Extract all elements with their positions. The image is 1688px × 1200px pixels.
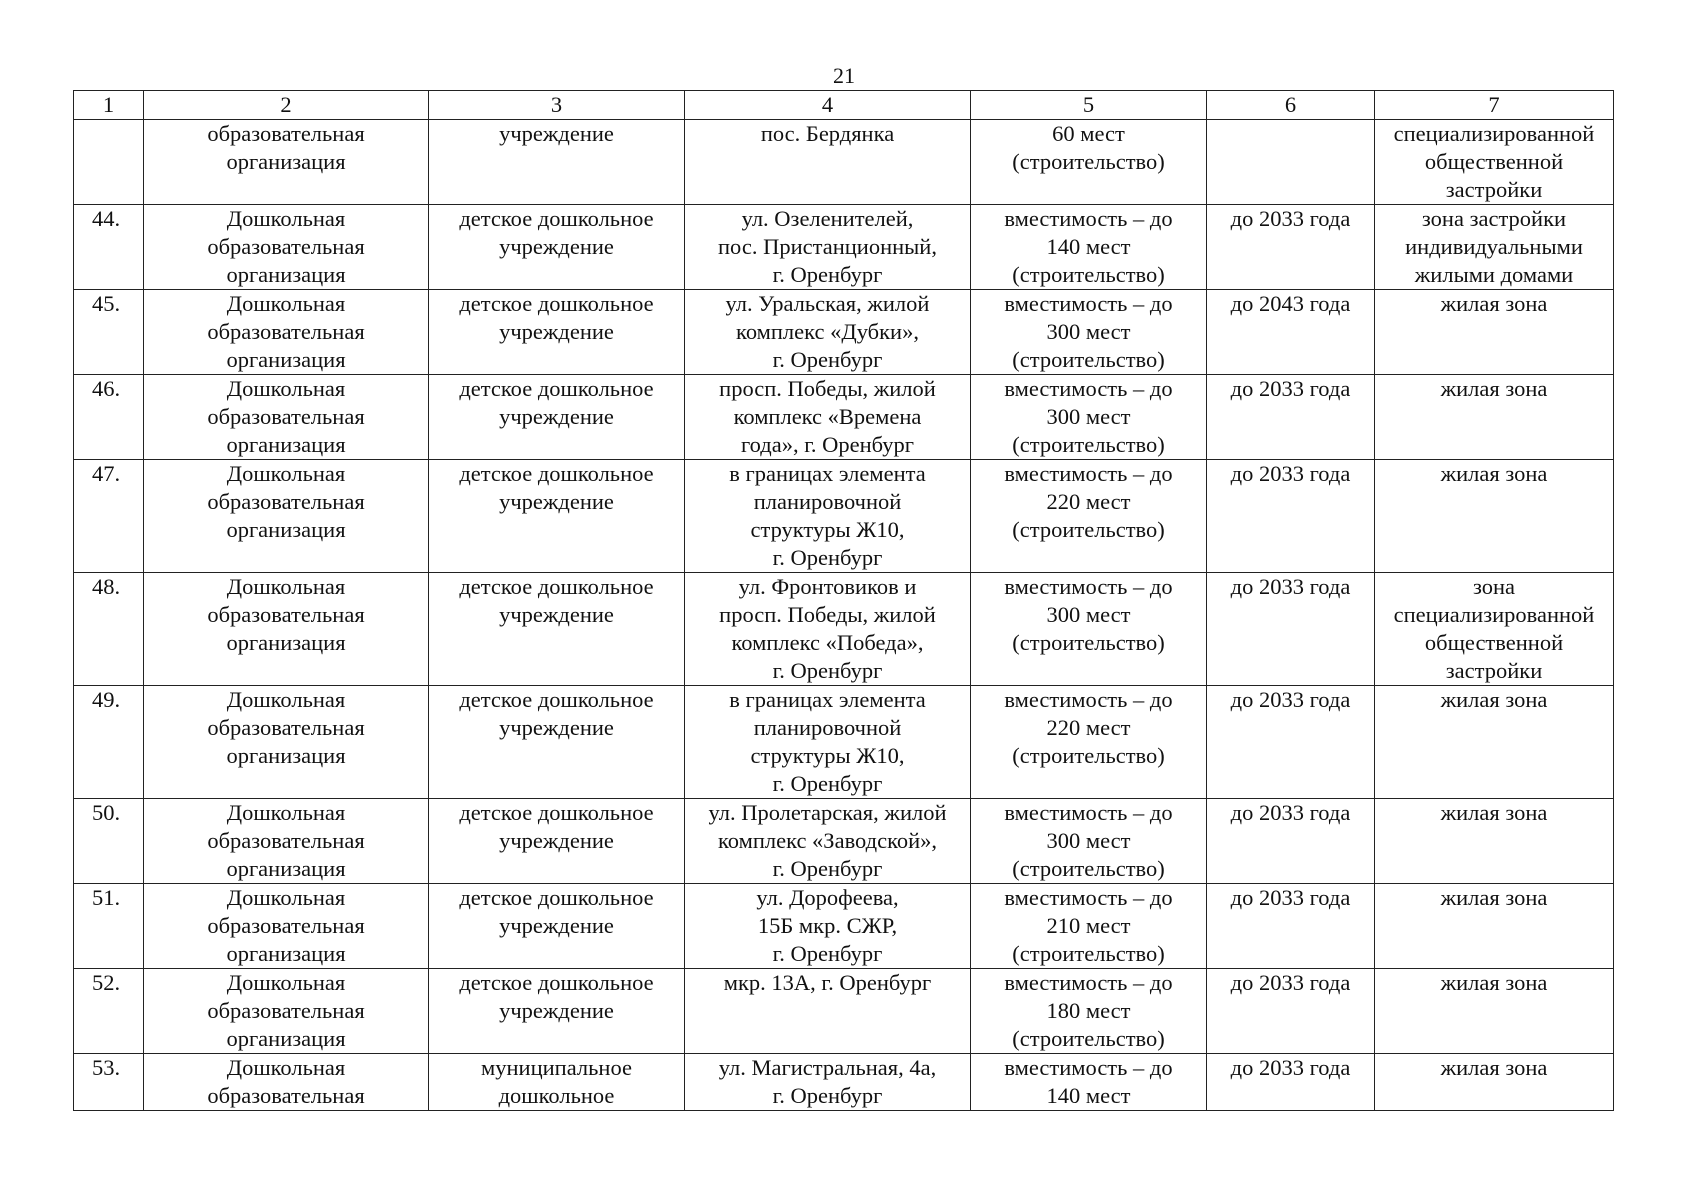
column-number: 1 — [74, 91, 144, 120]
object-type: Дошкольная образовательная организация — [144, 686, 429, 799]
object-term: до 2033 года — [1207, 573, 1375, 686]
row-number — [74, 120, 144, 205]
object-kind: учреждение — [429, 120, 685, 205]
row-number: 49. — [74, 686, 144, 799]
object-kind: детское дошкольное учреждение — [429, 573, 685, 686]
object-type: Дошкольная образовательная организация — [144, 290, 429, 375]
object-zone: зона специализированной общественной застройки — [1375, 573, 1614, 686]
table-row — [74, 290, 1614, 375]
object-term: до 2033 года — [1207, 799, 1375, 884]
row-number: 53. — [74, 1054, 144, 1111]
table-header-row — [74, 91, 1614, 120]
object-term — [1207, 120, 1375, 205]
row-number: 48. — [74, 573, 144, 686]
table-row — [74, 205, 1614, 290]
object-location: в границах элемента планировочной структуры Ж10, г. Оренбург — [685, 686, 971, 799]
object-kind: муниципальное дошкольное — [429, 1054, 685, 1111]
object-capacity: вместимость – до 180 мест (строительство) — [971, 969, 1207, 1054]
object-capacity: вместимость – до 140 мест — [971, 1054, 1207, 1111]
object-location: ул. Пролетарская, жилой комплекс «Заводской», г. Оренбург — [685, 799, 971, 884]
table-row — [74, 460, 1614, 573]
object-term: до 2033 года — [1207, 460, 1375, 573]
column-number: 4 — [685, 91, 971, 120]
object-location: ул. Уральская, жилой комплекс «Дубки», г. Оренбург — [685, 290, 971, 375]
object-location: в границах элемента планировочной структуры Ж10, г. Оренбург — [685, 460, 971, 573]
object-type: Дошкольная образовательная организация — [144, 799, 429, 884]
object-kind: детское дошкольное учреждение — [429, 460, 685, 573]
object-kind: детское дошкольное учреждение — [429, 375, 685, 460]
object-capacity: вместимость – до 220 мест (строительство) — [971, 460, 1207, 573]
object-term: до 2043 года — [1207, 290, 1375, 375]
object-location: ул. Озеленителей, пос. Пристанционный, г. Оренбург — [685, 205, 971, 290]
object-capacity: вместимость – до 300 мест (строительство) — [971, 375, 1207, 460]
column-number: 2 — [144, 91, 429, 120]
row-number: 47. — [74, 460, 144, 573]
object-zone: жилая зона — [1375, 686, 1614, 799]
object-type: Дошкольная образовательная — [144, 1054, 429, 1111]
object-term: до 2033 года — [1207, 375, 1375, 460]
object-kind: детское дошкольное учреждение — [429, 205, 685, 290]
object-term: до 2033 года — [1207, 205, 1375, 290]
page-number: 21 — [833, 63, 855, 88]
object-location: ул. Фронтовиков и просп. Победы, жилой комплекс «Победа», г. Оренбург — [685, 573, 971, 686]
row-number: 45. — [74, 290, 144, 375]
object-kind: детское дошкольное учреждение — [429, 969, 685, 1054]
object-capacity: вместимость – до 300 мест (строительство) — [971, 290, 1207, 375]
object-type: Дошкольная образовательная организация — [144, 460, 429, 573]
object-location: ул. Магистральная, 4а, г. Оренбург — [685, 1054, 971, 1111]
object-term: до 2033 года — [1207, 686, 1375, 799]
table-row — [74, 573, 1614, 686]
object-type: Дошкольная образовательная организация — [144, 573, 429, 686]
objects-table — [73, 90, 1614, 1111]
object-capacity: вместимость – до 300 мест (строительство) — [971, 573, 1207, 686]
row-number: 44. — [74, 205, 144, 290]
object-capacity: вместимость – до 210 мест (строительство) — [971, 884, 1207, 969]
column-number: 7 — [1375, 91, 1614, 120]
object-zone: жилая зона — [1375, 290, 1614, 375]
object-kind: детское дошкольное учреждение — [429, 686, 685, 799]
table-row — [74, 686, 1614, 799]
object-capacity: вместимость – до 300 мест (строительство) — [971, 799, 1207, 884]
object-capacity: вместимость – до 220 мест (строительство) — [971, 686, 1207, 799]
row-number: 51. — [74, 884, 144, 969]
object-zone: жилая зона — [1375, 799, 1614, 884]
object-location: пос. Бердянка — [685, 120, 971, 205]
row-number: 52. — [74, 969, 144, 1054]
object-zone: жилая зона — [1375, 969, 1614, 1054]
table-row — [74, 120, 1614, 205]
object-term: до 2033 года — [1207, 969, 1375, 1054]
object-type: Дошкольная образовательная организация — [144, 884, 429, 969]
object-term: до 2033 года — [1207, 884, 1375, 969]
object-zone: жилая зона — [1375, 884, 1614, 969]
row-number: 46. — [74, 375, 144, 460]
table-row — [74, 969, 1614, 1054]
object-zone: жилая зона — [1375, 1054, 1614, 1111]
column-number: 3 — [429, 91, 685, 120]
column-number: 5 — [971, 91, 1207, 120]
table-row — [74, 1054, 1614, 1111]
object-capacity: вместимость – до 140 мест (строительство) — [971, 205, 1207, 290]
object-capacity: 60 мест (строительство) — [971, 120, 1207, 205]
table-row — [74, 375, 1614, 460]
object-zone: жилая зона — [1375, 375, 1614, 460]
object-type: образовательная организация — [144, 120, 429, 205]
object-type: Дошкольная образовательная организация — [144, 375, 429, 460]
row-number: 50. — [74, 799, 144, 884]
object-zone: специализированной общественной застройки — [1375, 120, 1614, 205]
object-kind: детское дошкольное учреждение — [429, 290, 685, 375]
object-location: ул. Дорофеева, 15Б мкр. СЖР, г. Оренбург — [685, 884, 971, 969]
object-zone: зона застройки индивидуальными жилыми домами — [1375, 205, 1614, 290]
object-type: Дошкольная образовательная организация — [144, 969, 429, 1054]
object-kind: детское дошкольное учреждение — [429, 884, 685, 969]
column-number: 6 — [1207, 91, 1375, 120]
object-location: просп. Победы, жилой комплекс «Времена года», г. Оренбург — [685, 375, 971, 460]
table-row — [74, 884, 1614, 969]
table-row — [74, 799, 1614, 884]
object-kind: детское дошкольное учреждение — [429, 799, 685, 884]
object-location: мкр. 13А, г. Оренбург — [685, 969, 971, 1054]
object-zone: жилая зона — [1375, 460, 1614, 573]
object-term: до 2033 года — [1207, 1054, 1375, 1111]
object-type: Дошкольная образовательная организация — [144, 205, 429, 290]
